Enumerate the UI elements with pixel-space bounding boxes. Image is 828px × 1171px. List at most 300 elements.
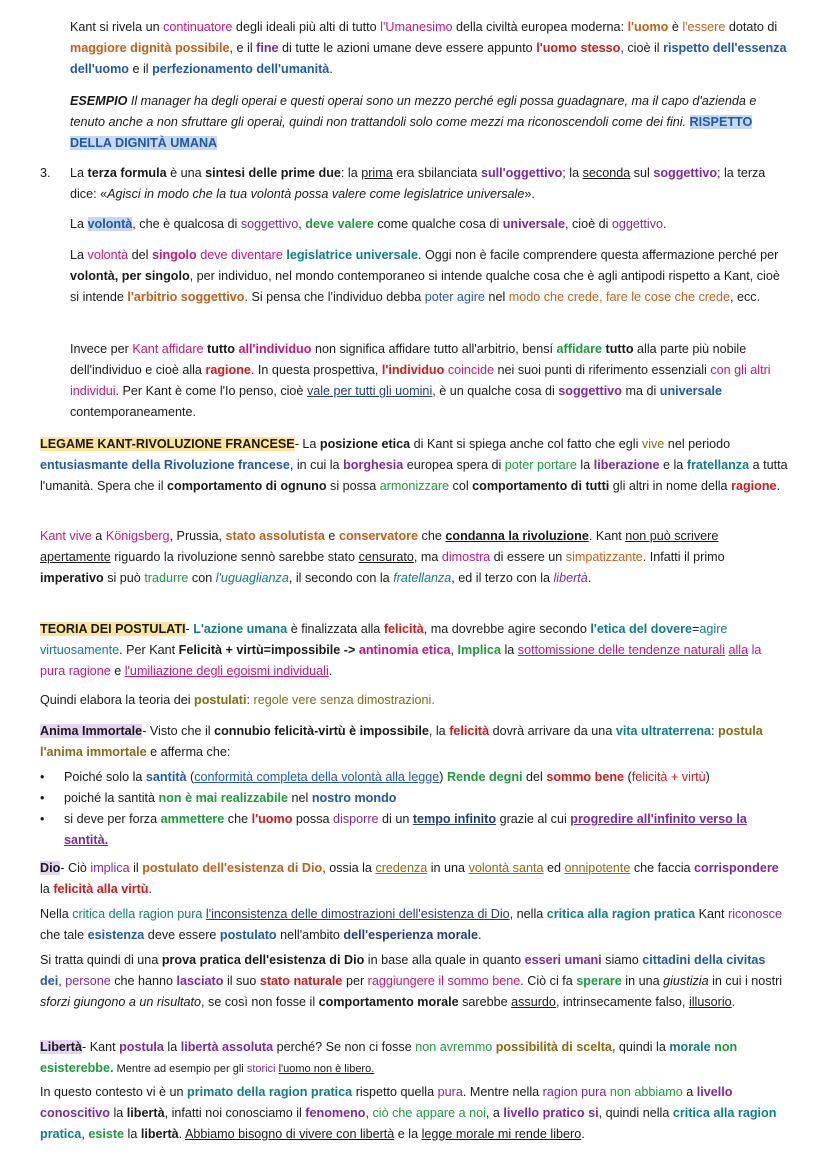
text: :: [246, 693, 254, 707]
term-lasciato: lasciato: [176, 974, 224, 988]
text: .: [731, 995, 736, 1009]
term-fratellanza: fratellanza: [393, 571, 452, 585]
text: . Per Kant è come l'Io penso, cioè: [115, 384, 307, 398]
term-perfezionamento: perfezionamento dell'umanità: [152, 62, 330, 76]
critica-paragraph: [40, 904, 788, 946]
term-connubio: connubio felicità-virtù è impossibile: [214, 724, 429, 738]
bullet-list: [40, 767, 788, 851]
dio-paragraph: [40, 858, 788, 900]
term-rende-degni: Rende degni: [446, 770, 523, 784]
term-rivoluzione: entusiasmante della Rivoluzione francese: [40, 458, 290, 472]
term-uomo: l'uomo: [251, 812, 293, 826]
term-vale-per-tutti: vale per tutti gli uomini: [306, 384, 433, 398]
quindi-paragraph: [40, 690, 788, 711]
text: di tutte le azioni umane deve essere appunto: [278, 41, 537, 55]
term-armonizzare: armonizzare: [379, 479, 450, 493]
text: Kant si rivela un: [70, 20, 164, 34]
text: .: [776, 479, 781, 493]
term-livello-conoscitivo: livello conoscitivo: [40, 1085, 733, 1120]
term-ragione: ragione: [205, 363, 251, 377]
term-comportamento: comportamento di ognuno: [167, 479, 327, 493]
term-poter-portare: poter portare: [504, 458, 577, 472]
text: Kant: [695, 907, 729, 921]
term-primato: primato della ragion pratica: [187, 1085, 353, 1099]
text: , ed il terzo con la: [451, 571, 554, 585]
text: è una: [166, 166, 206, 180]
text: la: [40, 882, 54, 896]
text: Si tratta quindi di una: [40, 953, 162, 967]
text: e la: [659, 458, 687, 472]
term-sottomissione: sottomissione delle tendenze naturali: [517, 643, 725, 657]
quote-formula: Agisci in modo che la tua volontà possa valere come legislatrice universale: [107, 187, 525, 201]
text: ,: [58, 974, 66, 988]
term-postulati: postulati: [194, 693, 247, 707]
text: ,: [81, 1127, 89, 1141]
term-liberta-assoluta: libertà assoluta: [180, 1040, 274, 1054]
text: che hanno: [110, 974, 177, 988]
note-text: Mentre ad esempio per gli: [113, 1063, 247, 1075]
text: per: [342, 974, 368, 988]
term-stato-naturale: stato naturale: [259, 974, 343, 988]
term-storici: storici: [246, 1063, 276, 1075]
term-esseri-umani: esseri umani: [524, 953, 602, 967]
text: non significa affidare tutto all'arbitrio, bensí: [311, 342, 557, 356]
term-bisogno-liberta: Abbiamo bisogno di vivere con libertà: [184, 1127, 395, 1141]
text: La: [70, 166, 88, 180]
text: , in cui la: [289, 458, 344, 472]
term-sperare: sperare: [576, 974, 622, 988]
text: La: [70, 248, 88, 262]
text: - Kant: [82, 1040, 120, 1054]
term-soggettivo: soggettivo: [558, 384, 622, 398]
text: che: [224, 812, 252, 826]
text: Quindi elabora la teoria dei: [40, 693, 195, 707]
term-essere: l'essere: [682, 20, 726, 34]
term-volonta-singolo: volontà, per singolo: [70, 269, 190, 283]
term-affidare: affidare: [556, 342, 603, 356]
term-coincide: coincide: [447, 363, 495, 377]
text: la: [163, 1040, 181, 1054]
term-tempo-infinito: tempo infinito: [412, 812, 497, 826]
text: Nella: [40, 907, 73, 921]
text: il suo: [223, 974, 260, 988]
text: : la: [340, 166, 362, 180]
text: ,: [365, 1106, 373, 1120]
term-non-avremmo: non avremmo: [415, 1040, 493, 1054]
text: nel: [288, 791, 312, 805]
text: . Oggi non è facile comprendere questa affermazione perché per: [417, 248, 779, 262]
text: , se così non fosse il: [201, 995, 319, 1009]
term-non-abbiamo: non abbiamo: [609, 1085, 683, 1099]
text: . Si pensa che l'individuo debba: [244, 290, 425, 304]
text: è: [668, 20, 683, 34]
text: di Kant si spiega anche col fatto che egli: [410, 437, 642, 451]
term-soggettivo: soggettivo: [240, 217, 299, 231]
text: quindi la: [615, 1040, 670, 1054]
text: siamo: [601, 953, 643, 967]
term-cio-che-appare: ciò che appare a noi: [372, 1106, 486, 1120]
list-item: [40, 788, 788, 809]
text: in una: [427, 861, 469, 875]
section-heading-dio: Dio: [40, 861, 61, 875]
text: ): [705, 770, 710, 784]
term-stato-assolutista: stato assolutista: [225, 529, 325, 543]
term-prova-pratica: prova pratica dell'esistenza di Dio: [161, 953, 365, 967]
term-uomo: l'uomo: [627, 20, 669, 34]
term-morale: morale: [669, 1040, 711, 1054]
text: =: [692, 622, 700, 636]
text: a tutta l'umanità. Spera che il: [40, 458, 788, 493]
term-legislatrice: legislatrice universale: [286, 248, 418, 262]
text: a: [91, 529, 106, 543]
term-ammettere: ammettere: [160, 812, 225, 826]
term-esistenza: esistenza: [87, 928, 145, 942]
term-corrispondere: corrispondere: [694, 861, 779, 875]
text: . Mentre nella: [462, 1085, 543, 1099]
text: . Infatti il primo: [642, 550, 725, 564]
esempio-label: ESEMPIO: [70, 94, 128, 108]
text: .: [587, 571, 592, 585]
text: che: [418, 529, 446, 543]
terza-formula-paragraph: [70, 163, 788, 205]
tratta-paragraph: [40, 950, 788, 1013]
text: .: [178, 1127, 185, 1141]
esempio-paragraph: [70, 91, 788, 154]
term-non-realizzabile: non è mai realizzabile: [158, 791, 288, 805]
term-onnipotente: onnipotente: [564, 861, 631, 875]
term-giustizia: giustizia: [663, 974, 709, 988]
text: a: [682, 1085, 697, 1099]
term-credenza: credenza: [375, 861, 428, 875]
term-nostro-mondo: nostro mondo: [311, 791, 397, 805]
text: ma di: [621, 384, 660, 398]
term-riconosce: riconosce: [728, 907, 782, 921]
esempio-highlight: RISPETTO DELLA DIGNITÀ UMANA: [70, 115, 753, 150]
text: e: [110, 664, 125, 678]
text: ; la terza dice: «: [70, 166, 766, 201]
term-vita-ultraterrena: vita ultraterrena: [615, 724, 712, 738]
text: , la: [428, 724, 450, 738]
term-singolo: singolo: [151, 248, 197, 262]
text: con: [188, 571, 216, 585]
term-critica-pratica: critica alla ragion pratica: [40, 1106, 777, 1141]
text: .: [329, 62, 333, 76]
text: - Ciò: [60, 861, 91, 875]
text: (: [624, 770, 632, 784]
text: . In questa prospettiva,: [250, 363, 382, 377]
text: .: [478, 928, 482, 942]
text: , ossia la: [322, 861, 376, 875]
text: riguardo la rivoluzione sennò sarebbe stato: [110, 550, 359, 564]
text: , intrinsecamente falso,: [555, 995, 689, 1009]
list-number: 3.: [40, 166, 51, 180]
term-condanna: condanna la rivoluzione: [445, 529, 589, 543]
text: col: [449, 479, 473, 493]
term-liberta: libertà: [553, 571, 588, 585]
teoria-paragraph: [40, 619, 788, 682]
text: in base alla quale in quanto: [364, 953, 525, 967]
term-pura-ragione: la pura ragione: [40, 643, 762, 678]
text: si possa: [326, 479, 380, 493]
term-comportamento-morale: comportamento morale: [318, 995, 459, 1009]
text: , ma dovrebbe agire secondo: [423, 622, 591, 636]
text: . Kant: [588, 529, 626, 543]
text: del: [128, 248, 152, 262]
anima-paragraph: [40, 721, 788, 763]
text: dovrà arrivare da una: [489, 724, 616, 738]
text: la: [124, 1127, 141, 1141]
term-uomo-non-libero: l'uomo non è libero.: [278, 1063, 375, 1075]
text: il: [129, 861, 143, 875]
term-kant-vive: Kant vive: [40, 529, 92, 543]
term-cittadini: cittadini della civitas dei: [40, 953, 766, 988]
term-inconsistenza: l'inconsistenza delle dimostrazioni dell'esistenza di Dio: [205, 907, 510, 921]
term-regole: regole vere senza dimostrazioni.: [253, 693, 435, 707]
text: nell'ambito: [276, 928, 344, 942]
text: di un: [378, 812, 413, 826]
text: , infatti noi conosciamo il: [164, 1106, 306, 1120]
term-postulato-dio: postulato dell'esistenza di Dio: [142, 861, 323, 875]
term-posizione-etica: posizione etica: [319, 437, 411, 451]
term-legge-morale: legge morale mi rende libero: [421, 1127, 582, 1141]
term-universale: universale: [502, 217, 565, 231]
term-formula: Felicità + virtù=impossibile ->: [178, 643, 356, 657]
text: rispetto quella: [352, 1085, 438, 1099]
text: ): [439, 770, 447, 784]
text: Poiché solo la: [64, 770, 146, 784]
text: e la: [394, 1127, 422, 1141]
term-esperienza-morale: dell'esperienza morale: [343, 928, 478, 942]
text: , il secondo con la: [288, 571, 394, 585]
term-imperativo: imperativo: [40, 571, 104, 585]
text: e: [324, 529, 339, 543]
term-tutto: tutto: [207, 342, 235, 356]
text: - Visto che il: [142, 724, 215, 738]
term-illusorio: illusorio: [688, 995, 732, 1009]
text: gli altri in nome della: [609, 479, 732, 493]
term-implica: Implica: [457, 643, 501, 657]
term-livello-pratico: livello pratico si: [503, 1106, 599, 1120]
term-umanesimo: l'Umanesimo: [380, 20, 453, 34]
text: contemporaneamente.: [70, 405, 197, 419]
text: in una: [621, 974, 664, 988]
text: Invece per: [70, 342, 133, 356]
text: , nella: [509, 907, 547, 921]
term-individuo: all'individuo: [238, 342, 312, 356]
text: . Per Kant: [119, 643, 179, 657]
list-item: [40, 767, 788, 788]
term-felicita-virtu: felicità + virtù: [631, 770, 706, 784]
text: la: [576, 458, 594, 472]
term-sintesi: sintesi delle prime due: [205, 166, 341, 180]
text: in cui i nostri: [708, 974, 783, 988]
invece-paragraph: [70, 339, 788, 423]
esempio-text: Il manager ha degli operai e questi operai sono un mezzo perché egli possa guadagnare, ma il capo d'azienda e tenuto anche a non sfruttare gli operai, quindi non trattandoli solo come mezzi ma riconoscendoli come dei fini.: [70, 94, 757, 129]
term-tradurre: tradurre: [144, 571, 189, 585]
term-felicita: felicità: [383, 622, 424, 636]
text: ,: [298, 217, 306, 231]
text: , Prussia,: [169, 529, 226, 543]
text: di essere un: [490, 550, 566, 564]
term-comportamento-tutti: comportamento di tutti: [472, 479, 610, 493]
term-santita: santità: [145, 770, 187, 784]
text: (: [186, 770, 195, 784]
text: , per individuo, nel mondo contemporaneo si intende qualche cosa che è agli antipodi rispetto a Kant, cioè si intende: [70, 269, 780, 304]
text: e afferma che:: [146, 745, 231, 759]
legame-paragraph: [40, 434, 788, 497]
text: , cioè di: [565, 217, 612, 231]
term-rispetto: rispetto dell'essenza dell'uomo: [70, 41, 787, 76]
term-critica-pratica: critica alla ragion pratica: [546, 907, 696, 921]
text: possa: [292, 812, 334, 826]
text: .: [663, 217, 667, 231]
term-sforzi: sforzi giungono a un risultato: [40, 995, 202, 1009]
term-oggettivo: sull'oggettivo: [480, 166, 563, 180]
term-oggettivo: oggettivo: [611, 217, 664, 231]
term-antinomia: antinomia etica: [358, 643, 451, 657]
singolo-paragraph: [70, 245, 788, 308]
term-affidare: affidare: [161, 342, 204, 356]
text: si deve per forza: [64, 812, 161, 826]
text: , ma: [413, 550, 442, 564]
text: , è un qualche cosa di: [432, 384, 559, 398]
term-agire-virtuosamente: agire virtuosamente: [40, 622, 728, 657]
term-uguaglianza: l'uguaglianza: [215, 571, 289, 585]
list-item: [40, 809, 788, 851]
text: nel periodo: [664, 437, 731, 451]
term-dimostra: dimostra: [441, 550, 491, 564]
term-censurato: censurato: [358, 550, 414, 564]
term-volonta: volontà: [87, 217, 133, 231]
term-tutto: tutto: [605, 342, 634, 356]
term-etica-dovere: l'etica del dovere: [590, 622, 693, 636]
term-azione-umana: L'azione umana: [193, 622, 288, 636]
term-possibilita: possibilità di scelta,: [495, 1040, 616, 1054]
text: la: [109, 1106, 127, 1120]
term-modo: modo che crede, fare le cose che crede: [508, 290, 730, 304]
term-felicita: felicità: [449, 724, 490, 738]
term-ragione: ragione: [731, 479, 777, 493]
term-alla: alla: [728, 643, 749, 657]
text: della civiltà europea moderna:: [452, 20, 628, 34]
text: La: [70, 217, 88, 231]
section-heading-teoria: TEORIA DEI POSTULATI: [40, 622, 186, 636]
term-liberazione: liberazione: [593, 458, 660, 472]
term-simpatizzante: simpatizzante: [565, 550, 643, 564]
text: perché? Se non ci fosse: [273, 1040, 416, 1054]
term-implica: implica: [90, 861, 130, 875]
text: poiché la santità: [64, 791, 159, 805]
text: e il: [128, 62, 153, 76]
term-liberta: libertà: [126, 1106, 165, 1120]
text: la: [500, 643, 518, 657]
text: sul: [630, 166, 654, 180]
term-postula-anima: postula l'anima immortale: [40, 724, 763, 759]
text: era sbilanciata: [392, 166, 481, 180]
text: , a: [485, 1106, 504, 1120]
term-individuo: l'individuo: [381, 363, 445, 377]
konigsberg-paragraph: [40, 526, 788, 589]
term-borghesia: borghesia: [343, 458, 404, 472]
liberta-paragraph: [40, 1037, 788, 1080]
intro-paragraph: [70, 17, 788, 80]
term-terza-formula: terza formula: [87, 166, 167, 180]
text: ed: [543, 861, 565, 875]
text: che faccia: [630, 861, 695, 875]
term-altri-individui: con gli altri individui: [70, 363, 771, 398]
term-deve-valere: deve valere: [305, 217, 374, 231]
term-conformita: conformità completa della volontà alla legge: [194, 770, 440, 784]
text: che tale: [40, 928, 88, 942]
term-postulato: postulato: [219, 928, 277, 942]
text: ,: [450, 643, 458, 657]
volonta-paragraph: [70, 214, 788, 235]
text: nei suoi punti di riferimento essenziali: [494, 363, 711, 377]
term-fratellanza: fratellanza: [686, 458, 750, 472]
term-esiste: esiste: [88, 1127, 125, 1141]
term-kant: Kant: [132, 342, 159, 356]
term-seconda: seconda: [582, 166, 631, 180]
text: degli ideali più alti di tutto: [232, 20, 381, 34]
term-pura: pura: [437, 1085, 463, 1099]
text: nel: [484, 290, 509, 304]
term-postula: postula: [119, 1040, 164, 1054]
text: .: [581, 1127, 585, 1141]
term-liberta: libertà: [140, 1127, 179, 1141]
text: dotato di: [725, 20, 778, 34]
term-maggiore-dignita: maggiore dignità possibile: [70, 41, 230, 55]
text: :: [711, 724, 719, 738]
term-non-puo-scrivere: non può scrivere apertamente: [40, 529, 719, 564]
text: alla parte più nobile dell'individuo e cioè alla: [70, 342, 747, 377]
primato-paragraph: [40, 1082, 788, 1145]
term-progredire: progredire all'infinito verso la santità.: [64, 812, 747, 847]
term-uomo-stesso: l'uomo stesso: [536, 41, 621, 55]
text: , quindi nella: [598, 1106, 673, 1120]
term-assurdo: assurdo: [511, 995, 556, 1009]
text: sarebbe: [458, 995, 512, 1009]
term-konigsberg: Königsberg: [105, 529, 170, 543]
text: ».: [524, 187, 535, 201]
text: . Ciò ci fa: [520, 974, 577, 988]
text: , che è qualcosa di: [132, 217, 241, 231]
term-soggettivo: soggettivo: [653, 166, 718, 180]
term-conservatore: conservatore: [338, 529, 419, 543]
term-universale: universale: [659, 384, 723, 398]
text: , ecc.: [729, 290, 761, 304]
term-raggiungere: raggiungere il sommo bene: [367, 974, 521, 988]
text: grazie al cui: [496, 812, 571, 826]
term-felicita-virtu: felicità alla virtù: [53, 882, 149, 896]
text: In questo contesto vi è un: [40, 1085, 188, 1099]
section-heading-liberta: Libertà: [40, 1040, 82, 1054]
term-disporre: disporre: [333, 812, 379, 826]
text: è finalizzata alla: [287, 622, 384, 636]
text: europea spera di: [403, 458, 505, 472]
text: -: [185, 622, 194, 636]
term-volonta: volontà: [87, 248, 129, 262]
term-fine: fine: [256, 41, 279, 55]
term-critica-pura: critica della ragion pura: [72, 907, 203, 921]
text: .: [148, 882, 153, 896]
section-heading-anima: Anima Immortale: [40, 724, 143, 738]
term-arbitrio: l'arbitrio soggettivo: [127, 290, 245, 304]
text: , cioè il: [620, 41, 664, 55]
term-continuatore: continuatore: [163, 20, 233, 34]
text: , e il: [229, 41, 257, 55]
text: - La: [294, 437, 320, 451]
term-fenomeno: fenomeno: [305, 1106, 366, 1120]
